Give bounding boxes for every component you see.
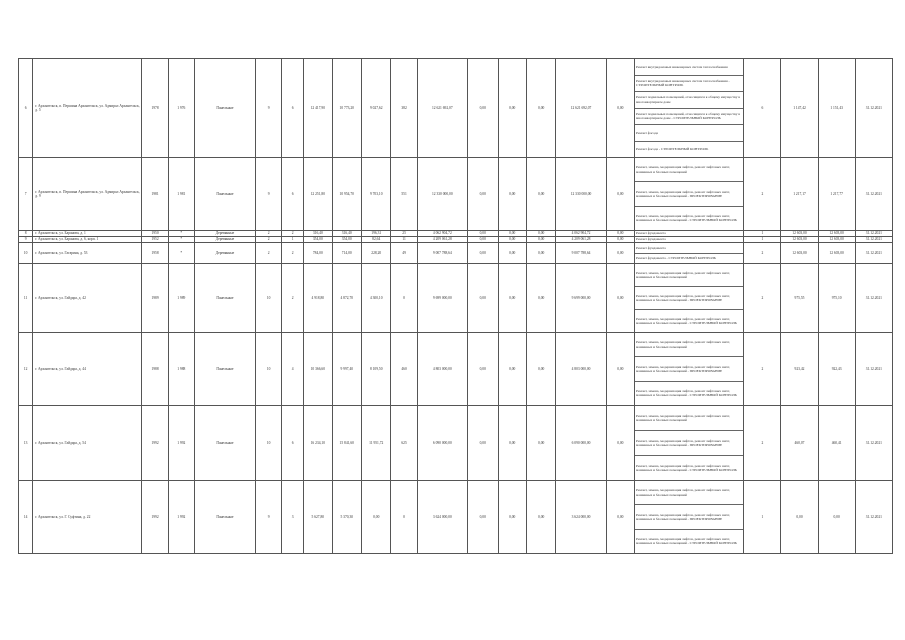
cost-other-cell: 0,00 (526, 243, 555, 264)
area-living-cell: 9 997,40 (332, 333, 361, 406)
work-item: Ремонт, замена, модернизация лифтов, ремонт лифтовых шахт, машинных и блочных помещений - СТРОИТЕЛЬНЫЙ КОНТРОЛЬ (636, 316, 737, 325)
cost-total-cell: 9 007 788,64 (417, 243, 467, 264)
units-cell: 2 (744, 264, 781, 333)
deadline-cell: 31.12.2021 (855, 59, 892, 158)
address-cell: г. Архангельск, ул. Г. Суфтина, д. 22 (33, 481, 142, 554)
entrances-cell: 2 (282, 243, 304, 264)
row-number: 10 (19, 243, 33, 264)
cost-total-cell: 9 699 000,00 (417, 264, 467, 333)
max-cost-cell: 460,41 (818, 406, 855, 481)
cost-other-cell: 0,00 (526, 406, 555, 481)
cost-fund-cell: 0,00 (467, 59, 498, 158)
year-built-cell: 1988 (142, 333, 168, 406)
floors-cell: 10 (256, 333, 282, 406)
works-cell (635, 481, 744, 554)
cost-local-cell: 0,00 (498, 231, 526, 237)
area-total-cell: 12 417,90 (304, 59, 332, 158)
work-item: Ремонт, замена, модернизация лифтов, ремонт лифтовых шахт, машинных и блочных помещений - СТРОИТЕЛЬНЫЙ КОНТРОЛЬ (636, 537, 737, 546)
work-item: Ремонт, замена, модернизация лифтов, ремонт лифтовых шахт, машинных и блочных помещений (635, 264, 743, 287)
work-item: Ремонт, замена, модернизация лифтов, ремонт лифтовых шахт, машинных и блочных помещений (635, 406, 743, 431)
cost-other-cell: 0,00 (526, 231, 555, 237)
wall-material-cell: Панельные (194, 264, 255, 333)
floors-cell: 9 (256, 59, 282, 158)
area-living-cell: 10 773,20 (332, 59, 361, 158)
year-built-cell: 1992 (142, 481, 168, 554)
year-commission-cell: 1 981 (168, 158, 194, 231)
floors-cell: 2 (256, 243, 282, 264)
area-total-cell: 10 366,60 (304, 333, 332, 406)
unit-cost-cell: 12 603,00 (781, 237, 818, 243)
address-cell: г. Архангельск, ул. Баранова, д. 1 (33, 231, 142, 237)
entrances-cell: 6 (282, 59, 304, 158)
unit-cost-cell: 1 147,42 (781, 59, 818, 158)
units-cell: 1 (744, 237, 781, 243)
deadline-cell: 31.12.2021 (855, 231, 892, 237)
cost-other-cell: 0,00 (526, 264, 555, 333)
works-cell (635, 264, 744, 333)
row-number: 9 (19, 237, 33, 243)
wall-material-cell: Деревянные (194, 237, 255, 243)
area-residential-cell: 228,20 (361, 243, 390, 264)
year-commission-cell: * (168, 237, 194, 243)
address-cell: г. Архангельск, ул. Гайдара, д. 42 (33, 264, 142, 333)
entrances-cell: 2 (282, 231, 304, 237)
cost-local-cell: 0,00 (498, 406, 526, 481)
cost-local-cell: 0,00 (498, 158, 526, 231)
residents-cell: 11 (391, 237, 417, 243)
cost-fund-cell: 0,00 (467, 158, 498, 231)
cost-other-cell: 0,00 (526, 481, 555, 554)
works-cell (635, 59, 744, 158)
max-cost-cell: 12 603,00 (818, 237, 855, 243)
work-item: Ремонт фасада - СТРОИТЕЛЬНЫЙ КОНТРОЛЬ (636, 147, 709, 152)
works-cell (635, 243, 744, 264)
floors-cell: 2 (256, 231, 282, 237)
area-living-cell: 316,40 (332, 231, 361, 237)
year-built-cell: 1952 (142, 237, 168, 243)
max-cost-cell: 922,43 (818, 333, 855, 406)
cost-total-cell: 12 621 692,07 (417, 59, 467, 158)
row-number: 14 (19, 481, 33, 554)
max-cost-cell: 975,10 (818, 264, 855, 333)
area-living-cell: 714,00 (332, 243, 361, 264)
year-built-cell: 1978 (142, 59, 168, 158)
address-cell: г. Архангельск, п. Першина Архангельск, ул. Адмирал Архангельск, д. 5 (33, 59, 142, 158)
table-row (19, 333, 893, 406)
units-cell: 6 (744, 59, 781, 158)
table-row (19, 59, 893, 158)
cost-fund-cell: 0,00 (467, 231, 498, 237)
cost-total-cell: 4 209 061,28 (417, 237, 467, 243)
area-total-cell: 16 234,10 (304, 406, 332, 481)
residents-cell: 460 (391, 333, 417, 406)
table-row (19, 158, 893, 231)
wall-material-cell: Панельные (194, 406, 255, 481)
work-item: Ремонт подвальных помещений, относящихся к общему имуществу в многоквартирном доме (635, 92, 743, 109)
cost-total-cell: 4 062 904,72 (417, 231, 467, 237)
work-item: Ремонт, замена, модернизация лифтов, ремонт лифтовых шахт, машинных и блочных помещений - ПРОЕКТИРОВАНИЕ (635, 431, 743, 456)
table-row (19, 243, 893, 264)
area-living-cell: 354,00 (332, 237, 361, 243)
entrances-cell: 6 (282, 158, 304, 231)
units-cell: 2 (744, 406, 781, 481)
work-item: Ремонт, замена, модернизация лифтов, ремонт лифтовых шахт, машинных и блочных помещений - ПРОЕКТИРОВАНИЕ (635, 505, 743, 529)
entrances-cell: 6 (282, 406, 304, 481)
cost-fund-cell: 0,00 (467, 406, 498, 481)
cost-local-cell: 0,00 (498, 59, 526, 158)
wall-material-cell: Панельные (194, 59, 255, 158)
unit-cost-cell: 923,42 (781, 333, 818, 406)
floors-cell: 9 (256, 158, 282, 231)
floors-cell: 10 (256, 406, 282, 481)
work-item: Ремонт фундамента (635, 243, 743, 254)
works-cell (635, 158, 744, 231)
unit-cost-cell: 12 603,00 (781, 231, 818, 237)
residents-cell: 49 (391, 243, 417, 264)
row-number: 8 (19, 231, 33, 237)
works-cell (635, 406, 744, 481)
wall-material-cell: Панельные (194, 158, 255, 231)
unit-cost-cell: 975,55 (781, 264, 818, 333)
cost-fund-cell: 0,00 (467, 481, 498, 554)
units-cell: 2 (744, 158, 781, 231)
area-residential-cell: 8 109,50 (361, 333, 390, 406)
floors-cell: 2 (256, 237, 282, 243)
units-cell: 2 (744, 243, 781, 264)
units-cell: 2 (744, 333, 781, 406)
cost-owners-cell: 9 699 000,00 (556, 264, 606, 333)
capital-repair-table (18, 58, 893, 554)
cost-total-cell: 4 803 000,00 (417, 333, 467, 406)
cost-reserve-cell: 0,00 (606, 243, 634, 264)
area-total-cell: 5 627,80 (304, 481, 332, 554)
year-built-cell: 1950 (142, 231, 168, 237)
entrances-cell: 1 (282, 237, 304, 243)
entrances-cell: 2 (282, 264, 304, 333)
area-total-cell: 12 251,80 (304, 158, 332, 231)
deadline-cell: 31.12.2021 (855, 264, 892, 333)
cost-local-cell: 0,00 (498, 333, 526, 406)
work-item: Ремонт, замена, модернизация лифтов, ремонт лифтовых шахт, машинных и блочных помещений - СТРОИТЕЛЬНЫЙ КОНТРОЛЬ (636, 389, 737, 398)
cost-reserve-cell: 0,00 (606, 237, 634, 243)
cost-reserve-cell: 0,00 (606, 333, 634, 406)
area-living-cell: 15 841,60 (332, 406, 361, 481)
cost-owners-cell: 12 330 000,00 (556, 158, 606, 231)
area-residential-cell: 9 027,62 (361, 59, 390, 158)
cost-owners-cell: 4 062 904,72 (556, 231, 606, 237)
cost-owners-cell: 6 090 000,00 (556, 406, 606, 481)
address-cell: г. Архангельск, п. Першина Архангельск, ул. Адмирал Архангельск, д. 9 (33, 158, 142, 231)
entrances-cell: 4 (282, 333, 304, 406)
row-number: 7 (19, 158, 33, 231)
cost-other-cell: 0,00 (526, 333, 555, 406)
area-total-cell: 784,00 (304, 243, 332, 264)
area-residential-cell: 4 300,10 (361, 264, 390, 333)
work-item: Ремонт фундамента - СТРОИТЕЛЬНЫЙ КОНТРОЛЬ (636, 256, 716, 261)
deadline-cell: 31.12.2021 (855, 243, 892, 264)
wall-material-cell: Деревянные (194, 231, 255, 237)
max-cost-cell: 0,00 (818, 481, 855, 554)
cost-local-cell: 0,00 (498, 481, 526, 554)
cost-other-cell: 0,00 (526, 158, 555, 231)
work-item: Ремонт внутридомовых инженерных систем теплоснабжения - СТРОИТЕЛЬНЫЙ КОНТРОЛЬ (635, 76, 743, 93)
area-living-cell: 10 954,70 (332, 158, 361, 231)
residents-cell: 625 (391, 406, 417, 481)
max-cost-cell: 12 603,00 (818, 231, 855, 237)
cost-local-cell: 0,00 (498, 237, 526, 243)
work-item: Ремонт, замена, модернизация лифтов, ремонт лифтовых шахт, машинных и блочных помещений (635, 333, 743, 357)
work-item: Ремонт, замена, модернизация лифтов, ремонт лифтовых шахт, машинных и блочных помещений - ПРОЕКТИРОВАНИЕ (635, 287, 743, 310)
work-item: Ремонт, замена, модернизация лифтов, ремонт лифтовых шахт, машинных и блочных помещений - ПРОЕКТИРОВАНИЕ (635, 357, 743, 381)
unit-cost-cell: 1 217,17 (781, 158, 818, 231)
year-commission-cell: * (168, 231, 194, 237)
units-cell: 1 (744, 231, 781, 237)
year-commission-cell: 1 976 (168, 59, 194, 158)
cost-owners-cell: 12 621 692,07 (556, 59, 606, 158)
area-residential-cell: 82,64 (361, 237, 390, 243)
works-cell (635, 333, 744, 406)
work-item: Ремонт, замена, модернизация лифтов, ремонт лифтовых шахт, машинных и блочных помещений (635, 158, 743, 182)
floors-cell: 10 (256, 264, 282, 333)
work-item: Ремонт, замена, модернизация лифтов, ремонт лифтовых шахт, машинных и блочных помещений - СТРОИТЕЛЬНЫЙ КОНТРОЛЬ (636, 463, 737, 472)
row-number: 6 (19, 59, 33, 158)
work-item: Ремонт, замена, модернизация лифтов, ремонт лифтовых шахт, машинных и блочных помещений - СТРОИТЕЛЬНЫЙ КОНТРОЛЬ (636, 214, 737, 223)
year-commission-cell: 1 992 (168, 406, 194, 481)
address-cell: г. Архангельск, ул. Гайдара, д. 54 (33, 406, 142, 481)
cost-reserve-cell: 0,00 (606, 231, 634, 237)
year-built-cell: 1958 (142, 243, 168, 264)
work-item: Ремонт фасада (635, 125, 743, 142)
work-item: Ремонт, замена, модернизация лифтов, ремонт лифтовых шахт, машинных и блочных помещений - ПРОЕКТИРОВАНИЕ (635, 182, 743, 206)
residents-cell: 25 (391, 231, 417, 237)
cost-local-cell: 0,00 (498, 243, 526, 264)
table-row (19, 481, 893, 554)
cost-reserve-cell: 0,00 (606, 481, 634, 554)
cost-fund-cell: 0,00 (467, 237, 498, 243)
works-cell (635, 231, 744, 237)
cost-reserve-cell: 0,00 (606, 158, 634, 231)
year-commission-cell: 1 992 (168, 481, 194, 554)
work-item: Ремонт фундамента (636, 237, 666, 242)
table-row (19, 406, 893, 481)
deadline-cell: 31.12.2021 (855, 158, 892, 231)
max-cost-cell: 1 217,77 (818, 158, 855, 231)
area-living-cell: 4 872,70 (332, 264, 361, 333)
max-cost-cell: 1 151,43 (818, 59, 855, 158)
area-total-cell: 316,40 (304, 231, 332, 237)
row-number: 11 (19, 264, 33, 333)
year-commission-cell: 1 988 (168, 333, 194, 406)
cost-fund-cell: 0,00 (467, 264, 498, 333)
address-cell: г. Архангельск, ул. Баранова, д. 6, корп. 1 (33, 237, 142, 243)
area-residential-cell: 0,00 (361, 481, 390, 554)
cost-owners-cell: 9 007 788,64 (556, 243, 606, 264)
cost-owners-cell: 4 803 000,00 (556, 333, 606, 406)
cost-reserve-cell: 0,00 (606, 59, 634, 158)
unit-cost-cell: 0,00 (781, 481, 818, 554)
cost-fund-cell: 0,00 (467, 333, 498, 406)
area-residential-cell: 196,31 (361, 231, 390, 237)
cost-fund-cell: 0,00 (467, 243, 498, 264)
work-item: Ремонт внутридомовых инженерных систем теплоснабжения (635, 59, 743, 76)
work-item: Ремонт подвальных помещений, относящихся к общему имуществу в многоквартирном доме - СТРОИТЕЛЬНЫЙ КОНТРОЛЬ (635, 109, 743, 126)
residents-cell: 0 (391, 481, 417, 554)
deadline-cell: 31.12.2021 (855, 406, 892, 481)
wall-material-cell: Деревянные (194, 243, 255, 264)
year-commission-cell: * (168, 243, 194, 264)
year-built-cell: 1989 (142, 264, 168, 333)
area-total-cell: 354,00 (304, 237, 332, 243)
year-built-cell: 1992 (142, 406, 168, 481)
area-total-cell: 4 918,80 (304, 264, 332, 333)
works-cell (635, 237, 744, 243)
row-number: 12 (19, 333, 33, 406)
work-item: Ремонт, замена, модернизация лифтов, ремонт лифтовых шахт, машинных и блочных помещений (635, 481, 743, 505)
units-cell: 1 (744, 481, 781, 554)
entrances-cell: 3 (282, 481, 304, 554)
row-number: 13 (19, 406, 33, 481)
cost-local-cell: 0,00 (498, 264, 526, 333)
year-built-cell: 1981 (142, 158, 168, 231)
table-row (19, 264, 893, 333)
area-living-cell: 5 370,30 (332, 481, 361, 554)
cost-total-cell: 3 624 000,00 (417, 481, 467, 554)
floors-cell: 9 (256, 481, 282, 554)
cost-owners-cell: 4 209 061,28 (556, 237, 606, 243)
cost-reserve-cell: 0,00 (606, 406, 634, 481)
year-commission-cell: 1 989 (168, 264, 194, 333)
unit-cost-cell: 12 603,00 (781, 243, 818, 264)
deadline-cell: 31.12.2021 (855, 237, 892, 243)
wall-material-cell: Панельные (194, 481, 255, 554)
area-residential-cell: 11 951,72 (361, 406, 390, 481)
max-cost-cell: 12 603,00 (818, 243, 855, 264)
deadline-cell: 31.12.2021 (855, 481, 892, 554)
area-residential-cell: 9 703,10 (361, 158, 390, 231)
cost-other-cell: 0,00 (526, 237, 555, 243)
wall-material-cell: Панельные (194, 333, 255, 406)
cost-other-cell: 0,00 (526, 59, 555, 158)
cost-total-cell: 12 330 000,00 (417, 158, 467, 231)
work-item: Ремонт фундамента (636, 231, 666, 236)
cost-reserve-cell: 0,00 (606, 264, 634, 333)
cost-owners-cell: 3 624 000,00 (556, 481, 606, 554)
address-cell: г. Архангельск, ул. Гайдара, д. 44 (33, 333, 142, 406)
residents-cell: 382 (391, 59, 417, 158)
unit-cost-cell: 460,07 (781, 406, 818, 481)
residents-cell: 551 (391, 158, 417, 231)
address-cell: г. Архангельск, ул. Гагарина, д. 53 (33, 243, 142, 264)
deadline-cell: 31.12.2021 (855, 333, 892, 406)
cost-total-cell: 6 090 000,00 (417, 406, 467, 481)
residents-cell: 0 (391, 264, 417, 333)
